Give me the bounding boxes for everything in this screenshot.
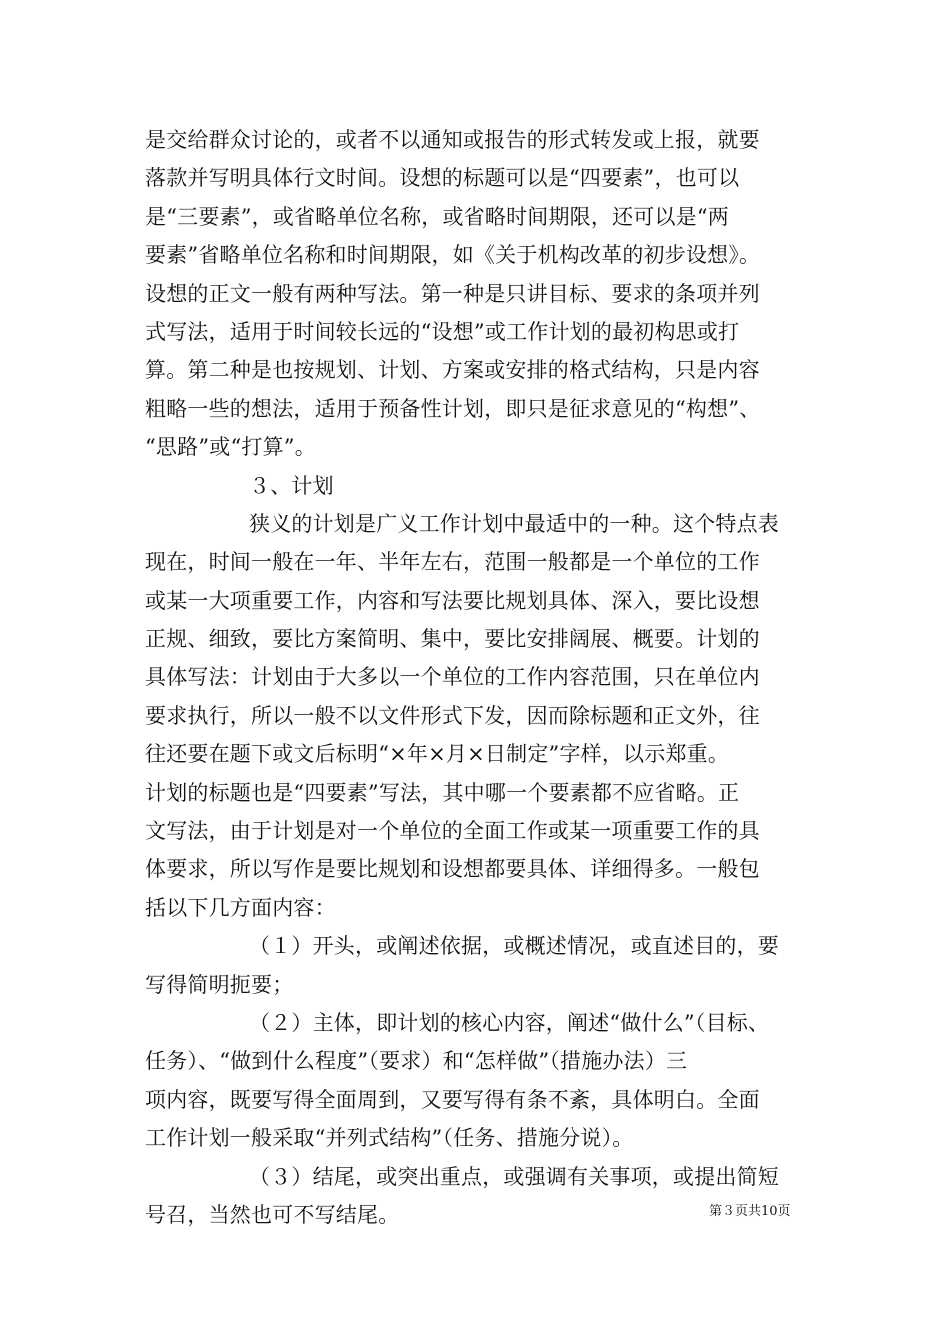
- text-line: 狭义的计划是广义工作计划中最适中的一种。这个特点表: [249, 511, 779, 536]
- text-line: 或某一大项重要工作，内容和写法要比规划具体、深入，要比设想: [145, 588, 760, 613]
- text-line: 落款并写明具体行文时间。设想的标题可以是“四要素”，也可以: [145, 166, 740, 191]
- body-text: [145, 121, 810, 1234]
- text-line: 往还要在题下或文后标明“×年×月×日制定”字样，以示郑重。: [145, 742, 730, 767]
- text-line: 计划的标题也是“四要素”写法，其中哪一个要素都不应省略。正: [145, 780, 740, 805]
- text-line: 算。第二种是也按规划、计划、方案或安排的格式结构，只是内容: [145, 358, 760, 383]
- text-line: 式写法，适用于时间较长远的“设想”或工作计划的最初构思或打: [145, 319, 740, 344]
- text-line: 是“三要素”，或省略单位名称，或省略时间期限，还可以是“两: [145, 204, 730, 229]
- text-line: 项内容，既要写得全面周到，又要写得有条不紊，具体明白。全面: [145, 1087, 760, 1112]
- text-line: 括以下几方面内容：: [145, 895, 336, 920]
- text-line: 要求执行，所以一般不以文件形式下发，因而除标题和正文外，往: [145, 703, 760, 728]
- text-line: 任务）、“做到什么程度”（要求）和“怎样做”（措施办法）三: [145, 1049, 688, 1074]
- section-heading: ３、计划: [249, 473, 334, 498]
- page-number: 第３页共10页: [709, 1204, 791, 1219]
- text-line: 写得简明扼要；: [145, 972, 294, 997]
- text-line: 要素”省略单位名称和时间期限，如《关于机构改革的初步设想》。: [145, 243, 761, 268]
- text-line: 粗略一些的想法，适用于预备性计划，即只是征求意见的“构想”、: [145, 396, 761, 421]
- text-line: 现在，时间一般在一年、半年左右，范围一般都是一个单位的工作: [145, 550, 760, 575]
- text-line: 是交给群众讨论的，或者不以通知或报告的形式转发或上报，就要: [145, 128, 760, 152]
- text-line: 正规、细致，要比方案简明、集中，要比安排阔展、概要。计划的: [145, 627, 760, 652]
- text-line: 工作计划一般采取“并列式结构”（任务、措施分说）。: [145, 1126, 634, 1151]
- text-line: 设想的正文一般有两种写法。第一种是只讲目标、要求的条项并列: [145, 281, 760, 306]
- text-line: 文写法，由于计划是对一个单位的全面工作或某一项重要工作的具: [145, 819, 760, 844]
- text-line: “思路”或“打算”。: [145, 435, 316, 460]
- text-line: 具体写法：计划由于大多以一个单位的工作内容范围，只在单位内: [145, 665, 760, 690]
- text-line: 体要求，所以写作是要比规划和设想都要具体、详细得多。一般包: [145, 857, 760, 882]
- text-line: 号召，当然也可不写结尾。: [145, 1202, 400, 1227]
- list-item-3: （３）结尾，或突出重点，或强调有关事项，或提出简短: [249, 1164, 779, 1189]
- list-item-2: （２）主体，即计划的核心内容，阐述“做什么”（目标、: [249, 1010, 770, 1035]
- list-item-1: （１）开头，或阐述依据，或概述情况，或直述目的，要: [249, 934, 779, 959]
